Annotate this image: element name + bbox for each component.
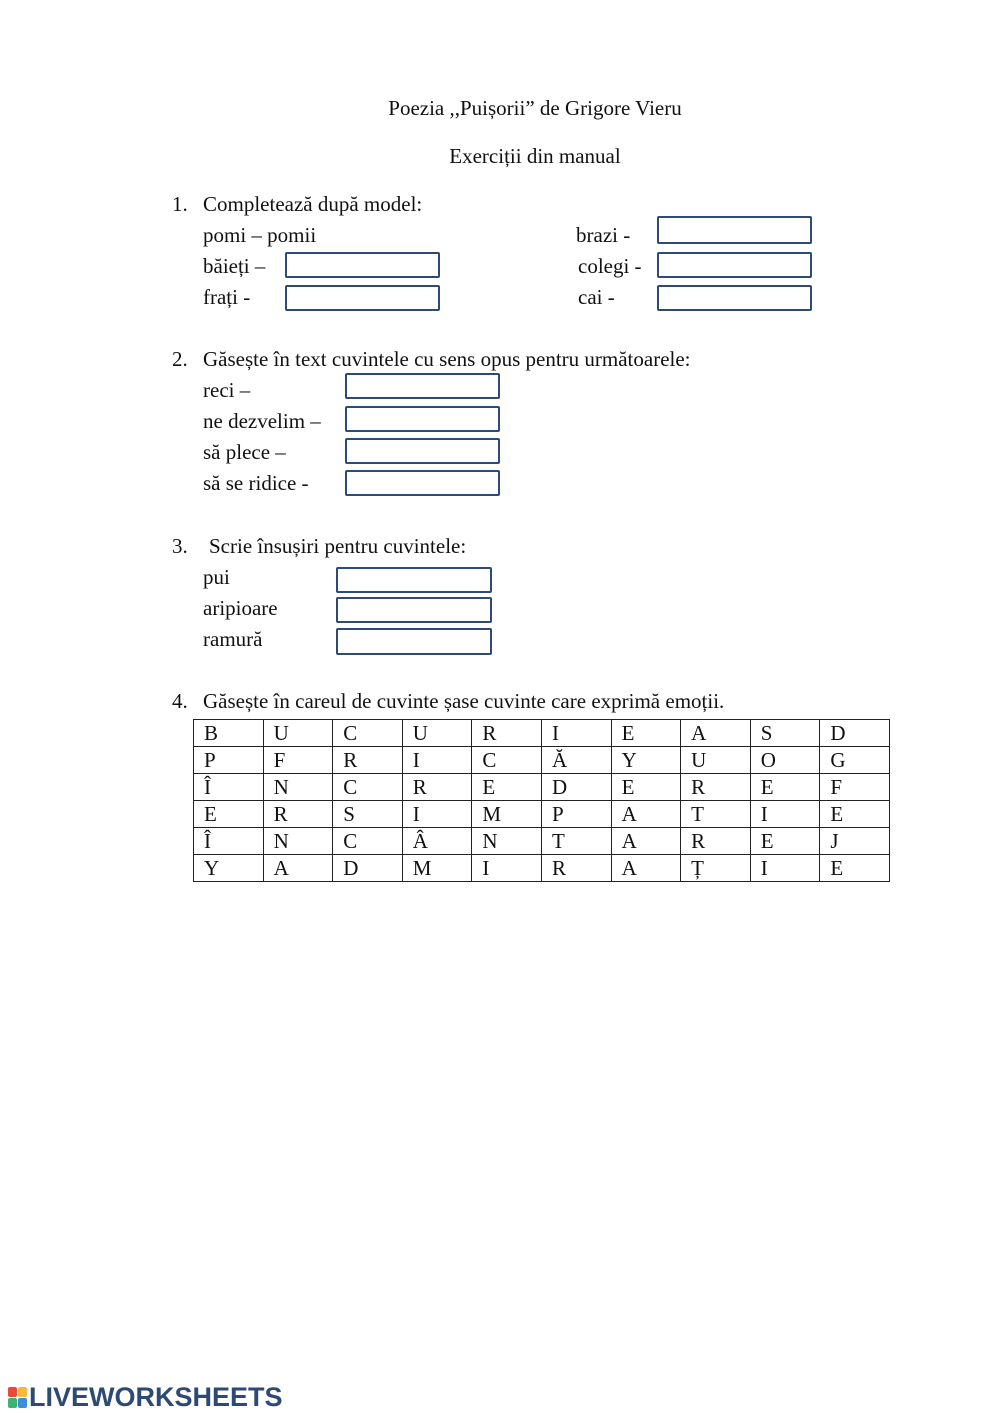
grid-cell[interactable]: A	[611, 855, 681, 882]
grid-cell[interactable]: A	[611, 801, 681, 828]
grid-cell[interactable]: F	[820, 774, 890, 801]
grid-cell[interactable]: B	[194, 720, 264, 747]
ex3-answer-ramura[interactable]	[336, 628, 492, 655]
grid-cell[interactable]: E	[194, 801, 264, 828]
ex1-answer-cai[interactable]	[657, 285, 812, 311]
grid-cell[interactable]: Î	[194, 828, 264, 855]
ex4-instruction: Găsește în careul de cuvinte șase cuvinte care exprimă emoții.	[203, 689, 725, 713]
ex2-word-ne-dezvelim: ne dezvelim –	[203, 409, 321, 433]
ex2-word-sa-se-ridice: să se ridice -	[203, 471, 309, 495]
grid-cell[interactable]: E	[611, 774, 681, 801]
ex3-instruction: Scrie însușiri pentru cuvintele:	[209, 534, 467, 558]
ex1-answer-brazi[interactable]	[657, 216, 812, 244]
grid-row	[194, 855, 890, 882]
ex3-word-ramura: ramură	[203, 627, 263, 651]
grid-cell[interactable]: C	[333, 774, 403, 801]
grid-cell[interactable]: I	[402, 747, 472, 774]
ex2-instruction: Găsește în text cuvintele cu sens opus pentru următoarele:	[203, 347, 691, 371]
grid-cell[interactable]: E	[750, 774, 820, 801]
grid-cell[interactable]: O	[750, 747, 820, 774]
grid-cell[interactable]: Ă	[541, 747, 611, 774]
grid-cell[interactable]: D	[541, 774, 611, 801]
brand-name: LIVEWORKSHEETS	[29, 1382, 283, 1412]
grid-row	[194, 774, 890, 801]
page-title: Poezia ,,Puișorii” de Grigore Vieru	[388, 96, 682, 120]
ex1-word-cai: cai -	[578, 285, 615, 309]
grid-cell[interactable]: E	[820, 801, 890, 828]
ex2-number: 2.	[172, 347, 188, 371]
ex3-number: 3.	[172, 534, 188, 558]
ex1-answer-baieti[interactable]	[285, 252, 440, 278]
grid-cell[interactable]: I	[750, 801, 820, 828]
ex2-answer-sa-se-ridice[interactable]	[345, 470, 500, 496]
grid-cell[interactable]: N	[263, 774, 333, 801]
grid-cell[interactable]: A	[681, 720, 751, 747]
grid-cell[interactable]: U	[402, 720, 472, 747]
grid-cell[interactable]: D	[820, 720, 890, 747]
grid-cell[interactable]: Î	[194, 774, 264, 801]
grid-row	[194, 828, 890, 855]
grid-cell[interactable]: M	[472, 801, 542, 828]
ex1-answer-frati[interactable]	[285, 285, 440, 311]
grid-cell[interactable]: I	[472, 855, 542, 882]
grid-cell[interactable]: F	[263, 747, 333, 774]
grid-cell[interactable]: C	[333, 720, 403, 747]
grid-cell[interactable]: M	[402, 855, 472, 882]
ex3-answer-pui[interactable]	[336, 567, 492, 593]
grid-cell[interactable]: G	[820, 747, 890, 774]
grid-cell[interactable]: R	[681, 774, 751, 801]
grid-row	[194, 720, 890, 747]
grid-cell[interactable]: S	[333, 801, 403, 828]
grid-cell[interactable]: P	[541, 801, 611, 828]
grid-cell[interactable]: E	[472, 774, 542, 801]
ex1-number: 1.	[172, 192, 188, 216]
ex2-answer-ne-dezvelim[interactable]	[345, 406, 500, 432]
grid-cell[interactable]: Y	[611, 747, 681, 774]
grid-cell[interactable]: A	[263, 855, 333, 882]
ex1-word-baieti: băieți –	[203, 254, 266, 278]
grid-cell[interactable]: U	[681, 747, 751, 774]
grid-cell[interactable]: S	[750, 720, 820, 747]
grid-cell[interactable]: I	[402, 801, 472, 828]
grid-cell[interactable]: U	[263, 720, 333, 747]
grid-cell[interactable]: R	[333, 747, 403, 774]
grid-cell[interactable]: J	[820, 828, 890, 855]
grid-cell[interactable]: I	[750, 855, 820, 882]
grid-cell[interactable]: R	[402, 774, 472, 801]
grid-cell[interactable]: E	[750, 828, 820, 855]
grid-cell[interactable]: Ț	[681, 855, 751, 882]
ex2-answer-reci[interactable]	[345, 373, 500, 399]
grid-cell[interactable]: C	[472, 747, 542, 774]
ex1-word-colegi: colegi -	[578, 254, 642, 278]
ex1-word-frati: frați -	[203, 285, 251, 309]
word-search-grid	[193, 719, 890, 882]
ex1-model: pomi – pomii	[203, 223, 317, 247]
ex2-answer-sa-plece[interactable]	[345, 438, 500, 464]
grid-cell[interactable]: R	[472, 720, 542, 747]
grid-cell[interactable]: N	[472, 828, 542, 855]
liveworksheets-logo-icon	[8, 1387, 27, 1408]
grid-cell[interactable]: E	[611, 720, 681, 747]
grid-cell[interactable]: E	[820, 855, 890, 882]
grid-cell[interactable]: I	[541, 720, 611, 747]
grid-cell[interactable]: T	[681, 801, 751, 828]
ex4-number: 4.	[172, 689, 188, 713]
grid-cell[interactable]: R	[681, 828, 751, 855]
grid-cell[interactable]: A	[611, 828, 681, 855]
grid-cell[interactable]: R	[541, 855, 611, 882]
grid-cell[interactable]: T	[541, 828, 611, 855]
ex3-word-pui: pui	[203, 565, 230, 589]
grid-cell[interactable]: Y	[194, 855, 264, 882]
page-subtitle: Exerciții din manual	[449, 144, 621, 168]
ex2-word-sa-plece: să plece –	[203, 440, 286, 464]
grid-cell[interactable]: R	[263, 801, 333, 828]
grid-cell[interactable]: D	[333, 855, 403, 882]
grid-row	[194, 747, 890, 774]
ex1-answer-colegi[interactable]	[657, 252, 812, 278]
grid-row	[194, 801, 890, 828]
ex3-answer-aripioare[interactable]	[336, 597, 492, 623]
grid-cell[interactable]: Â	[402, 828, 472, 855]
liveworksheets-logo	[8, 1382, 283, 1413]
grid-cell[interactable]: C	[333, 828, 403, 855]
ex2-word-reci: reci –	[203, 378, 251, 402]
grid-cell[interactable]: N	[263, 828, 333, 855]
ex3-word-aripioare: aripioare	[203, 596, 278, 620]
ex1-word-brazi: brazi -	[576, 223, 631, 247]
grid-cell[interactable]: P	[194, 747, 264, 774]
ex1-instruction: Completează după model:	[203, 192, 423, 216]
